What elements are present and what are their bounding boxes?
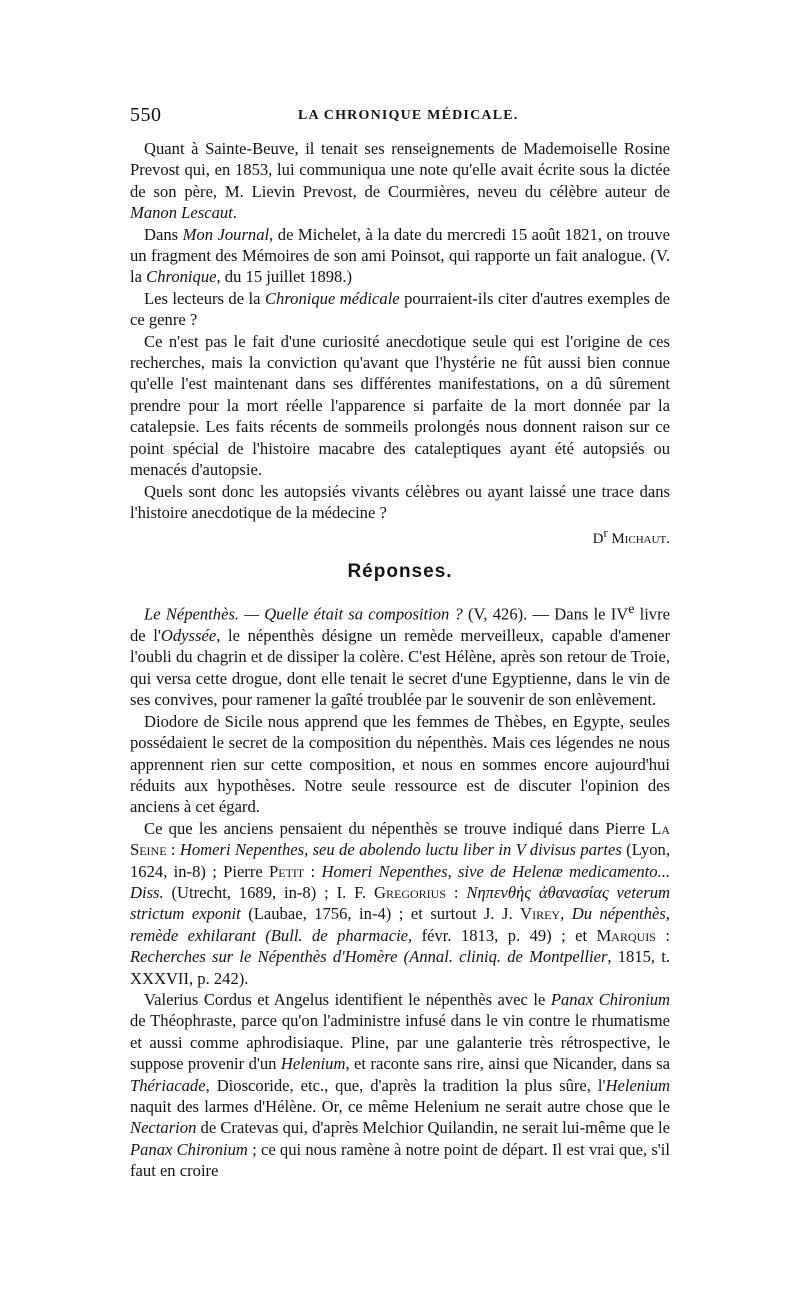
section-heading: Réponses. (347, 560, 453, 582)
paragraph: Ce n'est pas le fait d'une curiosité anecdotique seule qui est l'origine de ces recherches, mais la conviction qu'avant que l'hystérie ne fût aussi bien connue qu'elle l'est maintenant dans ses différentes manifestations, on a dû sûrement prendre pour la mort réelle l'apparence si parfaite de la mort donnée par la catalepsie. Les faits récents de sommeils prolongés nous donnent raison sur ce point spécial de l'histoire macabre des cataleptiques ayant été autopsiés ou menacés d'autopsie. (130, 331, 670, 480)
paragraph: Dans Mon Journal, de Michelet, à la date du mercredi 15 août 1821, on trouve un fragment des Mémoires de son ami Poinsot, qui rapporte un fait analogue. (V. la Chronique, du 15 juillet 1898.) (130, 224, 670, 287)
page-header (130, 104, 690, 130)
paragraph: Quant à Sainte-Beuve, il tenait ses renseignements de Mademoiselle Rosine Prevost qui, en 1853, lui communiqua une note qu'elle avait écrite sous la dictée de son père, M. Lievin Prevost, de Courmières, neveu du célèbre auteur de Manon Lescaut. (130, 139, 670, 223)
paragraph: Diodore de Sicile nous apprend que les femmes de Thèbes, en Egypte, seules possédaient le secret de la composition du népenthès. Mais ces légendes ne nous apprennent rien sur cette composition, et nous en sommes encore aujourd'hui réduits aux hypothèses. Notre seule ressource est de discuter l'opinion des anciens à cet égard. (130, 711, 670, 817)
article-body (130, 138, 670, 1182)
paragraph: Les lecteurs de la Chronique médicale pourraient-ils citer d'autres exemples de ce genre ? (130, 288, 670, 330)
paragraph: Valerius Cordus et Angelus identifient le népenthès avec le Panax Chironium de Théophraste, parce qu'on l'administre infusé dans le vin contre le rhumatisme et aussi comme aphrodisiaque. Pline, par une galanterie très rétrospective, le suppose provenir d'un Helenium, et raconte sans rire, ainsi que Nicander, dans sa Thériacade, Dioscoride, etc., que, d'après la tradition la plus sûre, l'Helenium naquit des larmes d'Hélène. Or, ce même Helenium ne serait autre chose que le Nectarion de Cratevas qui, d'après Melchior Quilandin, ne serait lui-même que le Panax Chironium ; ce qui nous ramène à notre point de départ. Il est vrai que, s'il faut en croire (130, 989, 671, 1181)
paragraph: Quels sont donc les autopsiés vivants célèbres ou ayant laissé une trace dans l'histoire anecdotique de la médecine ? (130, 481, 670, 522)
author-signature: $D^r$ Michaut. (592, 526, 670, 548)
paragraph: Ce que les anciens pensaient du népenthès se trouve indiqué dans Pierre La Seine : Homeri Nepenthes, seu de abolendo luctu liber in V divisus partes (Lyon, 1624, in-8) ; Pierre Petit : Homeri Nepenthes, sive de Helenæ medicamento... Diss. (Utrecht, 1689, in-8) ; I. F. Gregorius : Νηπενθὴς ἀθανασίας veterum strictum exponit (Laubae, 1756, in-4) ; et surtout J. J. Virey, Du népenthès, remède exhilarant (Bull. de pharmacie, févr. 1813, p. 49) ; et Marquis : Recherches sur le Népenthès d'Homère (Annal. cliniq. de Montpellier, 1815, t. XXXVII, p. 242). (130, 818, 671, 988)
page-number: 550 (130, 104, 162, 126)
running-title: LA CHRONIQUE MÉDICALE. (298, 108, 519, 123)
paragraph: Le Népenthès. — Quelle était sa composition ? (V, 426). — Dans le IVe livre de l'Odyssée, le népenthès désigne un remède merveilleux, capable d'amener l'oubli du chagrin et de dissiper la colère. C'est Hélène, après son retour de Troie, qui versa cette drogue, dont elle tenait le secret d'une Egyptienne, dans le vin de ses convives, pour ramener la gaîté troublée par le souvenir de son enlèvement. (130, 601, 670, 710)
